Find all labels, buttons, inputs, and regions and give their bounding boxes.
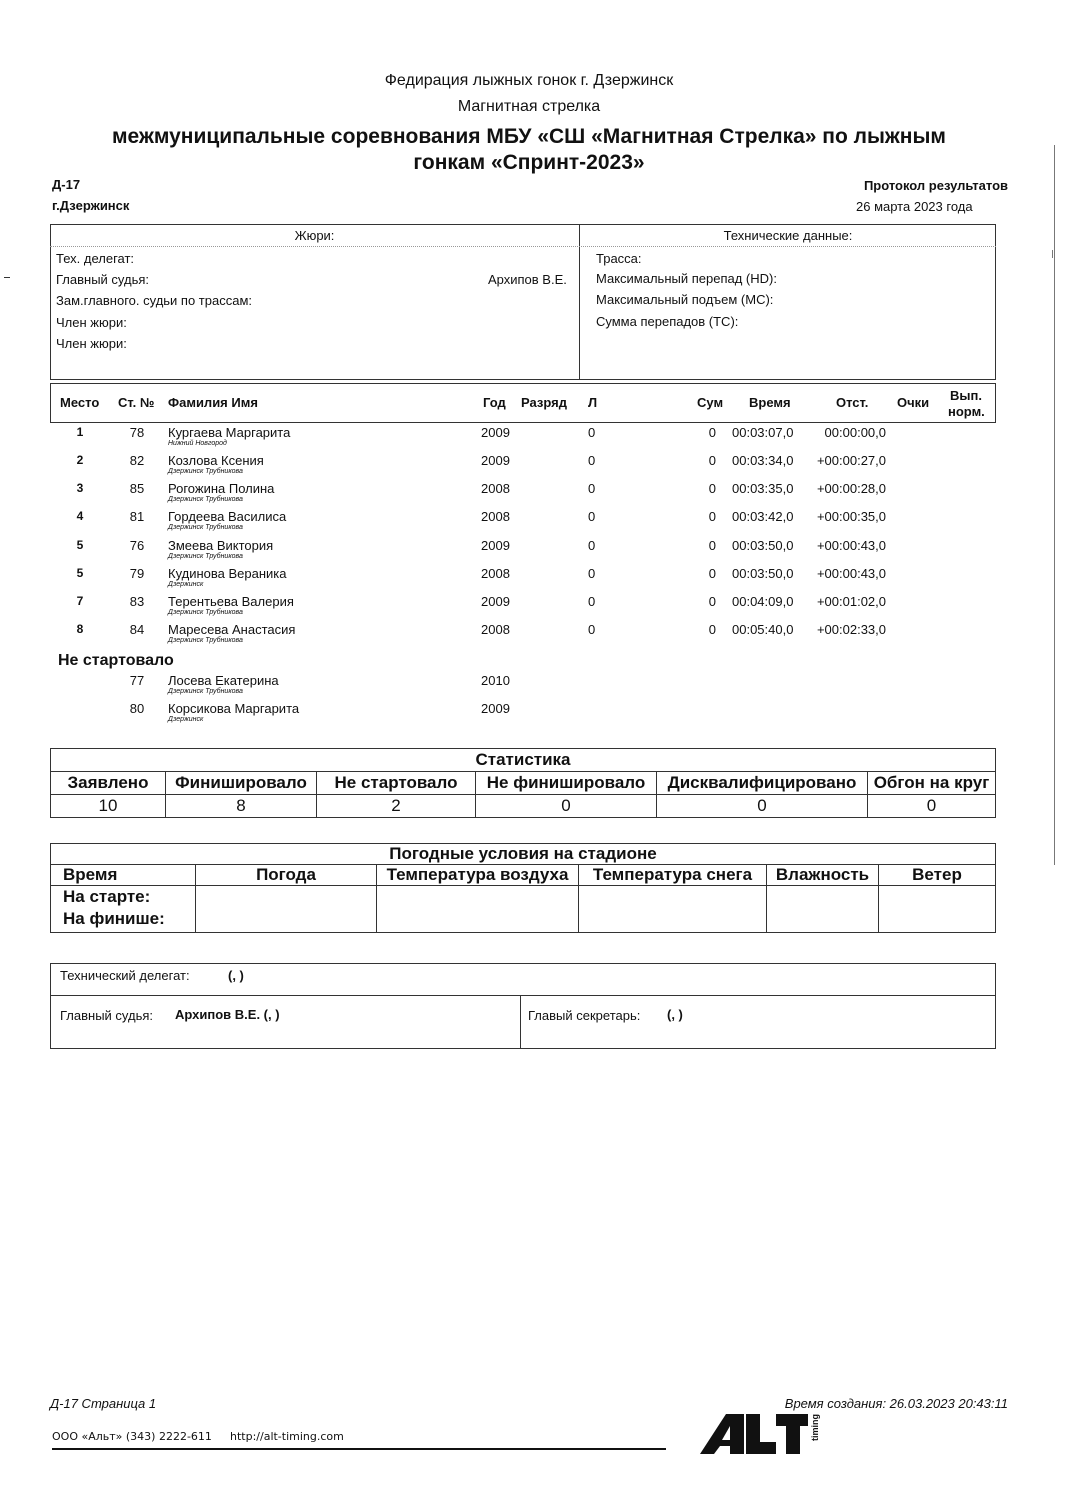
l-value: 0 xyxy=(588,453,596,468)
table-row xyxy=(0,509,1088,537)
table-row xyxy=(0,594,1088,622)
col-sum: Сум xyxy=(697,395,724,410)
sum-value: 0 xyxy=(708,481,716,496)
list-item xyxy=(0,701,1088,729)
officials-divider-v xyxy=(520,995,521,1049)
l-value: 0 xyxy=(588,566,596,581)
time-gap: +00:00:43,0 xyxy=(816,566,886,581)
chief-judge-sign-label: Главный судья: xyxy=(60,1008,154,1023)
stat-value: 0 xyxy=(476,795,657,818)
bib: 81 xyxy=(129,509,145,524)
finish-label: На финише: xyxy=(63,909,165,928)
bib: 79 xyxy=(129,566,145,581)
finish-time: 00:03:50,0 xyxy=(732,538,794,553)
time-gap: +00:00:35,0 xyxy=(816,509,886,524)
finish-time: 00:05:40,0 xyxy=(732,622,794,637)
weather-header: Температура воздуха xyxy=(377,865,579,886)
bib: 83 xyxy=(129,594,145,609)
finish-time: 00:03:35,0 xyxy=(732,481,794,496)
weather-cell xyxy=(196,886,377,933)
statistics-title: Статистика xyxy=(51,749,996,772)
col-norm-top: Вып. xyxy=(950,388,982,403)
stat-value: 2 xyxy=(317,795,476,818)
bib: 85 xyxy=(129,481,145,496)
athlete-name: Лосева Екатерина xyxy=(168,673,279,688)
results-header-top xyxy=(50,383,996,384)
place: 3 xyxy=(76,481,84,495)
place: 4 xyxy=(76,509,84,523)
stat-value: 0 xyxy=(868,795,996,818)
weather-cell xyxy=(377,886,579,933)
stat-value: 10 xyxy=(51,795,166,818)
bib: 77 xyxy=(129,673,145,688)
finish-time: 00:03:42,0 xyxy=(732,509,794,524)
col-rank: Разряд xyxy=(521,395,567,410)
time-gap: 00:00:00,0 xyxy=(824,425,886,440)
jury-member-1: Член жюри: xyxy=(56,315,127,330)
bib: 78 xyxy=(129,425,145,440)
athlete-club: Дзержинск xyxy=(168,716,204,723)
weather-header: Ветер xyxy=(879,865,996,886)
sum-value: 0 xyxy=(708,509,716,524)
birth-year: 2008 xyxy=(481,622,510,637)
birth-year: 2009 xyxy=(481,453,510,468)
weather-header: Погода xyxy=(196,865,377,886)
hd-label: Максимальный перепад (HD): xyxy=(596,271,777,286)
athlete-name: Змеева Виктория xyxy=(168,538,274,553)
track-label: Трасса: xyxy=(596,251,642,266)
weather-table xyxy=(50,843,996,933)
officials-divider-h xyxy=(50,995,996,996)
table-row xyxy=(0,425,1088,453)
venue-name: Магнитная стрелка xyxy=(457,98,601,115)
table-row xyxy=(0,622,1088,650)
jury-title: Жюри: xyxy=(294,228,335,243)
table-row xyxy=(0,481,1088,509)
time-gap: +00:00:27,0 xyxy=(816,453,886,468)
finish-time: 00:03:34,0 xyxy=(732,453,794,468)
birth-year: 2008 xyxy=(481,481,510,496)
results-header-right xyxy=(995,383,996,423)
col-name: Фамилия Имя xyxy=(168,395,258,410)
col-place: Место xyxy=(60,395,100,410)
time-gap: +00:00:43,0 xyxy=(816,538,886,553)
table-row xyxy=(0,538,1088,566)
athlete-name: Маресева Анастасия xyxy=(168,622,296,637)
time-gap: +00:01:02,0 xyxy=(816,594,886,609)
competition-title: межмуниципальные соревнования МБУ «СШ «Магнитная Стрелка» по лыжным гонкам «Спринт-2023» xyxy=(112,125,946,174)
birth-year: 2009 xyxy=(481,701,510,716)
sum-value: 0 xyxy=(708,566,716,581)
athlete-club: Дзержинск Трубникова xyxy=(168,609,243,616)
weather-header: Температура снега xyxy=(579,865,767,886)
weather-cell xyxy=(767,886,879,933)
stat-header: Не финишировало xyxy=(476,772,657,795)
weather-cell xyxy=(879,886,996,933)
mc-label: Максимальный подъем (МС): xyxy=(596,292,774,307)
col-gap: Отст. xyxy=(836,395,869,410)
place: 2 xyxy=(76,453,84,467)
athlete-name: Корсикова Маргарита xyxy=(168,701,300,716)
tech-delegate-sign-label: Технический делегат: xyxy=(60,968,190,983)
col-year: Год xyxy=(483,395,506,410)
tech-delegate-sign-value: (, ) xyxy=(228,968,244,983)
sum-value: 0 xyxy=(708,453,716,468)
l-value: 0 xyxy=(588,538,596,553)
dns-title: Не стартовало xyxy=(58,652,174,669)
city-label: г.Дзержинск xyxy=(52,198,130,213)
col-l: Л xyxy=(588,395,598,410)
sum-value: 0 xyxy=(708,594,716,609)
bib: 82 xyxy=(129,453,145,468)
athlete-club: Дзержинск Трубникова xyxy=(168,688,243,695)
chief-judge-name: Архипов В.Е. xyxy=(488,272,567,287)
tech-delegate-label: Тех. делегат: xyxy=(56,251,135,266)
finish-time: 00:04:09,0 xyxy=(732,594,794,609)
athlete-club: Дзержинск Трубникова xyxy=(168,553,243,560)
sum-value: 0 xyxy=(708,538,716,553)
athlete-name: Гордеева Василиса xyxy=(168,509,287,524)
athlete-club: Дзержинск Трубникова xyxy=(168,468,243,475)
date-label: 26 марта 2023 года xyxy=(856,199,973,214)
chief-judge-label: Главный судья: xyxy=(56,272,150,287)
birth-year: 2010 xyxy=(481,673,510,688)
table-row xyxy=(0,453,1088,481)
time-gap: +00:00:28,0 xyxy=(816,481,886,496)
athlete-club: Дзержинск xyxy=(168,581,204,588)
col-time: Время xyxy=(749,395,791,410)
athlete-name: Козлова Ксения xyxy=(168,453,264,468)
chief-judge-sign-value: Архипов В.Е. (, ) xyxy=(175,1007,280,1022)
l-value: 0 xyxy=(588,622,596,637)
stat-header: Обгон на круг xyxy=(868,772,996,795)
results-header-bottom xyxy=(50,422,996,423)
weather-cell xyxy=(579,886,767,933)
deputy-label: Зам.главного. судьи по трассам: xyxy=(56,293,253,308)
creation-time: Время создания: 26.03.2023 20:43:11 xyxy=(784,1396,1008,1411)
table-row xyxy=(0,566,1088,594)
finish-time: 00:03:07,0 xyxy=(732,425,794,440)
l-value: 0 xyxy=(588,594,596,609)
bib: 84 xyxy=(129,622,145,637)
secretary-sign-value: (, ) xyxy=(667,1007,683,1022)
tech-title: Технические данные: xyxy=(723,228,853,243)
bib: 76 xyxy=(129,538,145,553)
stat-value: 8 xyxy=(166,795,317,818)
scan-side-mark xyxy=(4,277,10,278)
sum-value: 0 xyxy=(708,622,716,637)
l-value: 0 xyxy=(588,425,596,440)
stat-header: Не стартовало xyxy=(317,772,476,795)
list-item xyxy=(0,673,1088,701)
athlete-club: Нижний Новгород xyxy=(168,440,227,447)
col-norm-bottom: норм. xyxy=(948,404,985,419)
stat-header: Финишировало xyxy=(166,772,317,795)
weather-header: Время xyxy=(51,865,196,886)
weather-title: Погодные условия на стадионе xyxy=(51,844,996,865)
stat-header: Дисквалифицировано xyxy=(657,772,868,795)
page-number: Д-17 Страница 1 xyxy=(50,1396,157,1411)
l-value: 0 xyxy=(588,481,596,496)
results-header-left xyxy=(50,383,51,423)
athlete-name: Кургаева Маргарита xyxy=(168,425,291,440)
birth-year: 2009 xyxy=(481,425,510,440)
birth-year: 2009 xyxy=(481,594,510,609)
company-info: ООО «Альт» (343) 2222-611 xyxy=(52,1430,212,1443)
place: 5 xyxy=(76,566,84,580)
group-label: Д-17 xyxy=(52,177,81,192)
company-url[interactable]: http://alt-timing.com xyxy=(230,1430,344,1443)
footer-rule xyxy=(52,1448,666,1450)
place: 5 xyxy=(76,538,84,552)
logo-text: ALT xyxy=(700,1412,702,1413)
federation-name: Федирация лыжных гонок г. Дзержинск xyxy=(384,72,674,89)
stat-header: Заявлено xyxy=(51,772,166,795)
weather-header: Влажность xyxy=(767,865,879,886)
place: 8 xyxy=(76,622,84,636)
start-label: На старте: xyxy=(63,887,151,906)
jury-member-2: Член жюри: xyxy=(56,336,127,351)
alt-timing-logo xyxy=(700,1412,810,1454)
place: 7 xyxy=(76,594,84,608)
logo-subtitle: timing xyxy=(810,1414,820,1441)
tc-label: Сумма перепадов (ТС): xyxy=(596,314,739,329)
place: 1 xyxy=(76,425,84,439)
birth-year: 2009 xyxy=(481,538,510,553)
officials-box xyxy=(50,963,996,1049)
birth-year: 2008 xyxy=(481,566,510,581)
finish-time: 00:03:50,0 xyxy=(732,566,794,581)
athlete-club: Дзержинск Трубникова xyxy=(168,524,243,531)
statistics-table xyxy=(50,748,996,818)
secretary-sign-label: Главый секретарь: xyxy=(528,1008,641,1023)
col-points: Очки xyxy=(897,395,930,410)
weather-time-cell xyxy=(51,886,196,933)
athlete-name: Рогожина Полина xyxy=(168,481,275,496)
sum-value: 0 xyxy=(708,425,716,440)
athlete-club: Дзержинск Трубникова xyxy=(168,496,243,503)
athlete-club: Дзержинск Трубникова xyxy=(168,637,243,644)
jury-head-line xyxy=(50,246,996,248)
protocol-label: Протокол результатов xyxy=(863,178,1008,193)
stat-value: 0 xyxy=(657,795,868,818)
birth-year: 2008 xyxy=(481,509,510,524)
bib: 80 xyxy=(129,701,145,716)
athlete-name: Терентьева Валерия xyxy=(168,594,294,609)
l-value: 0 xyxy=(588,509,596,524)
time-gap: +00:02:33,0 xyxy=(816,622,886,637)
athlete-name: Кудинова Вераника xyxy=(168,566,287,581)
col-bib: Ст. № xyxy=(118,395,155,410)
scan-edge-tick xyxy=(1052,250,1053,258)
scan-edge-line xyxy=(1054,145,1055,865)
